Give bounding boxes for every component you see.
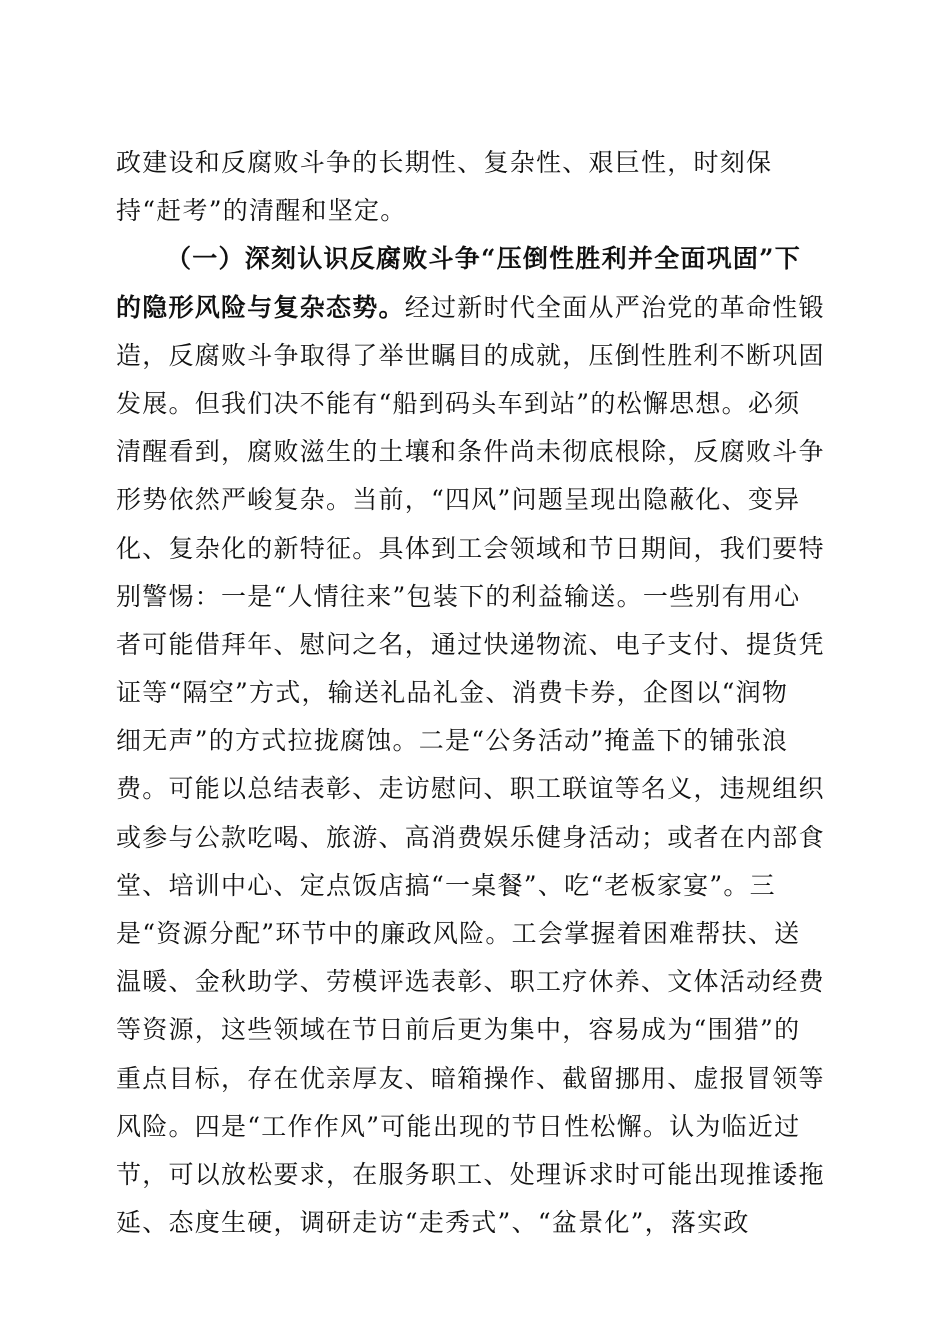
text-line: 清醒看到，腐败滋生的土壤和条件尚未彻底根除，反腐败斗争 (116, 437, 825, 467)
text-line: 持“赶考”的清醒和坚定。 (116, 196, 407, 226)
text-line: 费。可能以总结表彰、走访慰问、职工联谊等名义，违规组织 (116, 774, 825, 804)
text-line: 温暖、金秋助学、劳模评选表彰、职工疗休养、文体活动经费 (116, 967, 825, 997)
text-line: 是“资源分配”环节中的廉政风险。工会掌握着困难帮扶、送 (116, 919, 801, 948)
section-heading-line: （一）深刻认识反腐败斗争“压倒性胜利并全面巩固”下 (166, 244, 802, 274)
text-line: 节，可以放松要求，在服务职工、处理诉求时可能出现推诿拖 (116, 1159, 825, 1189)
text-line: 造，反腐败斗争取得了举世瞩目的成就，压倒性胜利不断巩固 (116, 340, 825, 370)
text-line: 堂、培训中心、定点饭店搞“一桌餐”、吃“老板家宴”。三 (116, 870, 776, 900)
text-line: 风险。四是“工作作风”可能出现的节日性松懈。认为临近过 (116, 1111, 801, 1141)
section-heading-continuation (116, 284, 836, 332)
text-line: 化、复杂化的新特征。具体到工会领域和节日期间，我们要特 (116, 533, 825, 563)
body-text (116, 139, 836, 1247)
text-line: 延、态度生硬，调研走访“走秀式”、“盆景化”，落实政 (116, 1208, 750, 1238)
text-line: 或参与公款吃喝、旅游、高消费娱乐健身活动；或者在内部食 (116, 822, 825, 852)
text-line: 者可能借拜年、慰问之名，通过快递物流、电子支付、提货凭 (116, 629, 825, 659)
section-heading-tail: 的隐形风险与复杂态势。 (116, 292, 405, 322)
text-line: 细无声”的方式拉拢腐蚀。二是“公务活动”掩盖下的铺张浪 (116, 726, 789, 756)
text-line: 形势依然严峻复杂。当前，“四风”问题呈现出隐蔽化、变异 (116, 485, 801, 515)
text-line: 发展。但我们决不能有“船到码头车到站”的松懈思想。必须 (116, 388, 801, 418)
text-line: 政建设和反腐败斗争的长期性、复杂性、艰巨性，时刻保 (116, 148, 773, 177)
text-line: 证等“隔空”方式，输送礼品礼金、消费卡券，企图以“润物 (116, 678, 789, 708)
text-line: 重点目标，存在优亲厚友、暗箱操作、截留挪用、虚报冒领等 (116, 1063, 825, 1093)
text-line: 别警惕：一是“人情往来”包装下的利益输送。一些别有用心 (116, 581, 801, 611)
text-line-tail: 经过新时代全面从严治党的革命性锻 (404, 292, 825, 322)
text-line: 等资源，这些领域在节日前后更为集中，容易成为“围猎”的 (116, 1015, 801, 1045)
